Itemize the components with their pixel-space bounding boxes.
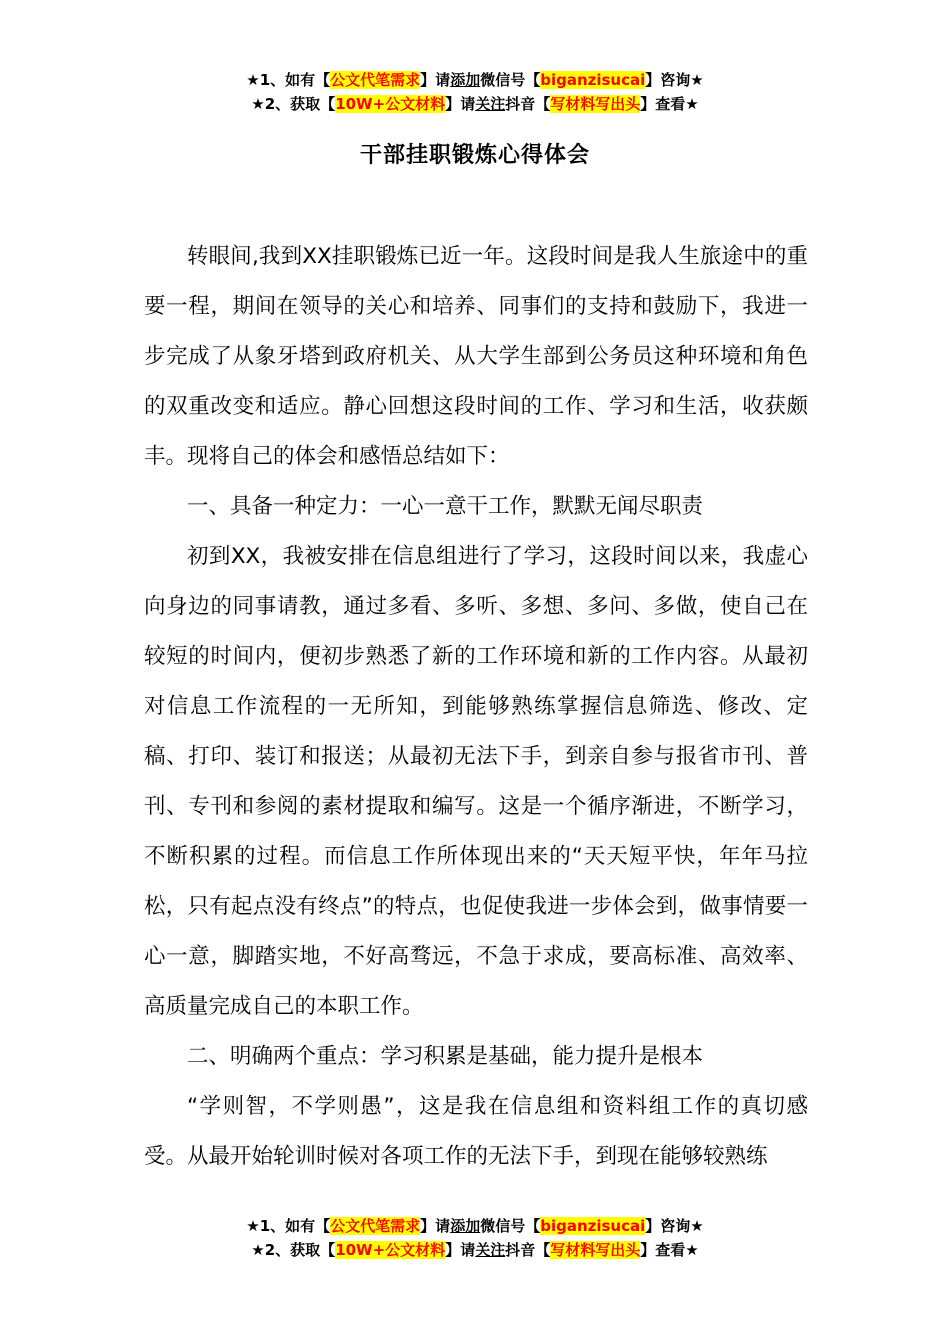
highlight-service: 公文代笔需求	[330, 1217, 421, 1235]
highlight-wechat-id: biganzisucai	[540, 71, 646, 89]
highlight-wechat-id: biganzisucai	[540, 1217, 646, 1235]
highlight-materials: 10W+公文材料	[335, 1241, 446, 1259]
notice-line-2: ★2、获取【10W+公文材料】请关注抖音【写材料写出头】查看★	[251, 95, 699, 113]
section-heading-2: 二、明确两个重点：学习积累是基础，能力提升是根本	[187, 1044, 704, 1069]
paragraph-intro: 转眼间,我到XX挂职锻炼已近一年。这段时间是我人生旅途中的重要一程，期间在领导的关心和培养、同事们的支持和鼓励下，我进一步完成了从象牙塔到政府机关、从大学生部到公务员这种环境和角色的双重改变和适应。静心回想这段时间的工作、学习和生活，收获颇丰。现将自己的体会和感悟总结如下：	[144, 244, 808, 469]
highlight-service: 公文代笔需求	[330, 71, 421, 89]
highlight-materials: 10W+公文材料	[335, 95, 446, 113]
paragraph-section-1: 初到XX，我被安排在信息组进行了学习，这段时间以来，我虚心向身边的同事请教，通过多看、多听、多想、多问、多做，使自己在较短的时间内，便初步熟悉了新的工作环境和新的工作内容。从最初对信息工作流程的一无所知，到能够熟练掌握信息筛选、修改、定稿、打印、装订和报送；从最初无法下手，到亲自参与报省市刊、普刊、专刊和参阅的素材提取和编写。这是一个循序渐进，不断学习，不断积累的过程。而信息工作所体现出来的“天天短平快，年年马拉松，只有起点没有终点”的特点，也促使我进一步体会到，做事情要一心一意，脚踏实地，不好高骛远，不急于求成，要高标准、高效率、高质量完成自己的本职工作。	[144, 544, 808, 1019]
document-title: 干部挂职锻炼心得体会	[359, 143, 590, 168]
header-notice	[0, 68, 950, 116]
footer-notice	[0, 1214, 950, 1262]
notice-line-1: ★1、如有【公文代笔需求】请添加微信号【biganzisucai】咨询★	[246, 71, 704, 89]
highlight-douyin: 写材料写出头	[550, 1241, 641, 1259]
notice-line-2: ★2、获取【10W+公文材料】请关注抖音【写材料写出头】查看★	[251, 1241, 699, 1259]
highlight-douyin: 写材料写出头	[550, 95, 641, 113]
paragraph-section-2: “学则智，不学则愚”，这是我在信息组和资料组工作的真切感受。从最开始轮训时候对各项工作的无法下手，到现在能够较熟练	[144, 1094, 808, 1169]
notice-line-1: ★1、如有【公文代笔需求】请添加微信号【biganzisucai】咨询★	[246, 1217, 704, 1235]
document-body	[144, 232, 808, 1182]
section-heading-1: 一、具备一种定力：一心一意干工作，默默无闻尽职责	[187, 494, 704, 519]
